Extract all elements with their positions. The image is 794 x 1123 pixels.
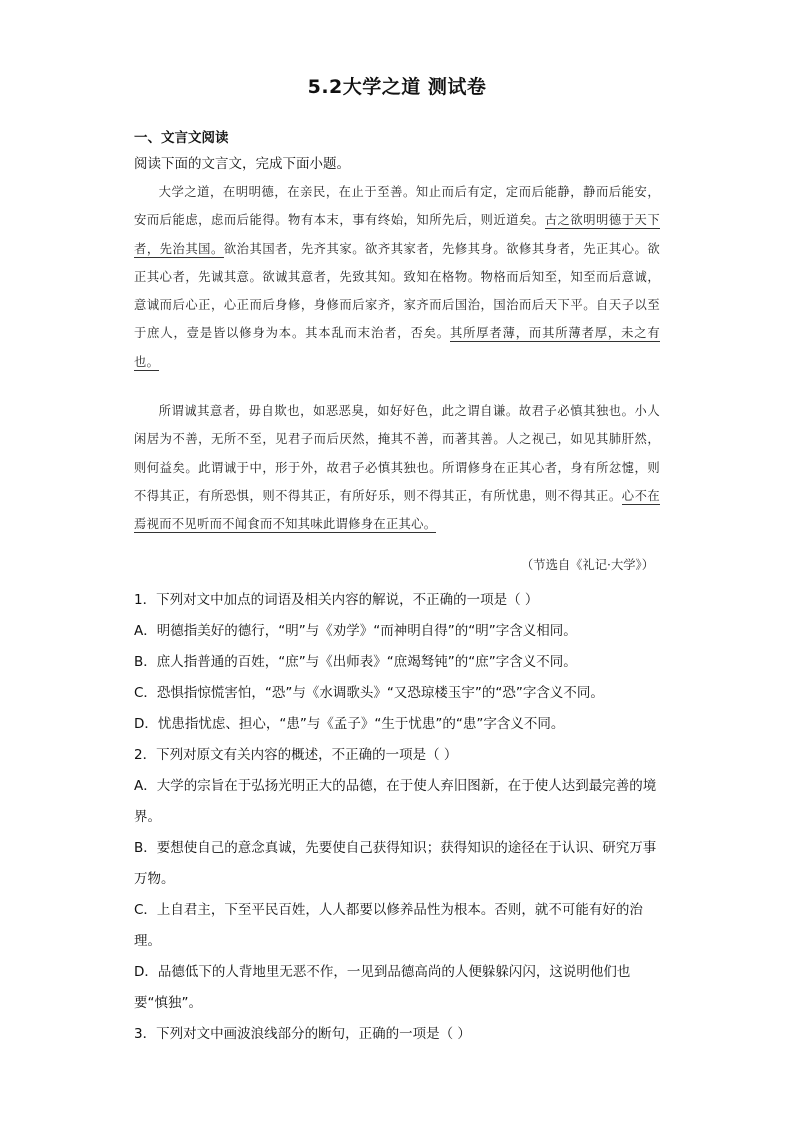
question-1-option-a[interactable]: A．明德指美好的德行，“明”与《劝学》“而神明自得”的“明”字含义相同。	[134, 623, 577, 639]
passage-text: 所谓诚其意者，毋自欺也，如恶恶臭，如好好色，此之谓自谦。故君子必慎其独也。小人闲居为不善，无所不至，见君子而后厌然，掩其不善，而著其善。人之视己，如见其肺肝然，则何益矣。此谓诚于中，形于外，故君子必慎其独也。所谓修身在正其心者，身有所忿懥，则不得其正，有所恐惧，则不得其正，有所好乐，则不得其正，有所忧患，则不得其正。	[134, 404, 660, 503]
question-2-option-b[interactable]: B．要想使自己的意念真诚，先要使自己获得知识；获得知识的途径在于认识、研究万事万物。	[134, 840, 657, 887]
question-1-option-b[interactable]: B．庶人指普通的百姓，“庶”与《出师表》“庶竭驽钝”的“庶”字含义不同。	[134, 654, 577, 670]
question-2-option-a[interactable]: A．大学的宗旨在于弘扬光明正大的品德，在于使人弃旧图新，在于使人达到最完善的境界。	[134, 778, 657, 825]
question-1-option-c[interactable]: C．恐惧指惊慌害怕，“恐”与《水调歌头》“又恐琼楼玉宇”的“恐”字含义不同。	[134, 685, 604, 701]
underlined-sentence: 古之欲明明德于天下者，先治其国。	[134, 213, 660, 256]
wavy-underlined-sentence: 心不在焉视而不见听而不闻食而不知其味此谓修身在正其心。	[134, 488, 661, 532]
question-1-option-d[interactable]: D．忧患指忧虑、担心，“患”与《孟子》“生于忧患”的“患”字含义不同。	[134, 716, 565, 732]
underlined-sentence: 其所厚者薄，而其所薄者厚，未之有也。	[134, 326, 660, 369]
question-2-stem: 2．下列对原文有关内容的概述，不正确的一项是（ ）	[134, 747, 458, 763]
page-title: 5.2大学之道 测试卷	[307, 76, 487, 98]
question-2-option-c[interactable]: C．上自君主，下至平民百姓，人人都要以修养品性为根本。否则，就不可能有好的治理。	[134, 902, 643, 949]
passage-paragraph-2	[134, 397, 660, 538]
passage-paragraph-1	[134, 178, 660, 376]
section-heading: 一、文言文阅读	[134, 130, 229, 146]
question-2-option-d[interactable]: D．品德低下的人背地里无恶不作，一见到品德高尚的人便躲躲闪闪，这说明他们也要“慎独”。	[134, 964, 631, 1011]
question-3-stem: 3．下列对文中画波浪线部分的断句，正确的一项是（ ）	[134, 1026, 471, 1042]
passage-text: 大学之道，在明明德，在亲民，在止于至善。知止而后有定，定而后能静，静而后能安，安而后能虑，虑而后能得。物有本末，事有终始，知所先后，则近道矣。	[134, 185, 660, 228]
instruction-text: 阅读下面的文言文，完成下面小题。	[134, 156, 350, 172]
passage-source: （节选自《礼记·大学》）	[520, 558, 654, 572]
passage-text: 欲治其国者，先齐其家。欲齐其家者，先修其身。欲修其身者，先正其心。欲正其心者，先诚其意。欲诚其意者，先致其知。致知在格物。物格而后知至，知至而后意诚，意诚而后心正，心正而后身修，身修而后家齐，家齐而后国治，国治而后天下平。自天子以至于庶人，壹是皆以修身为本。其本乱而末治者，否矣。	[134, 241, 660, 341]
question-1-stem: 1．下列对文中加点的词语及相关内容的解说，不正确的一项是（ ）	[134, 592, 539, 608]
